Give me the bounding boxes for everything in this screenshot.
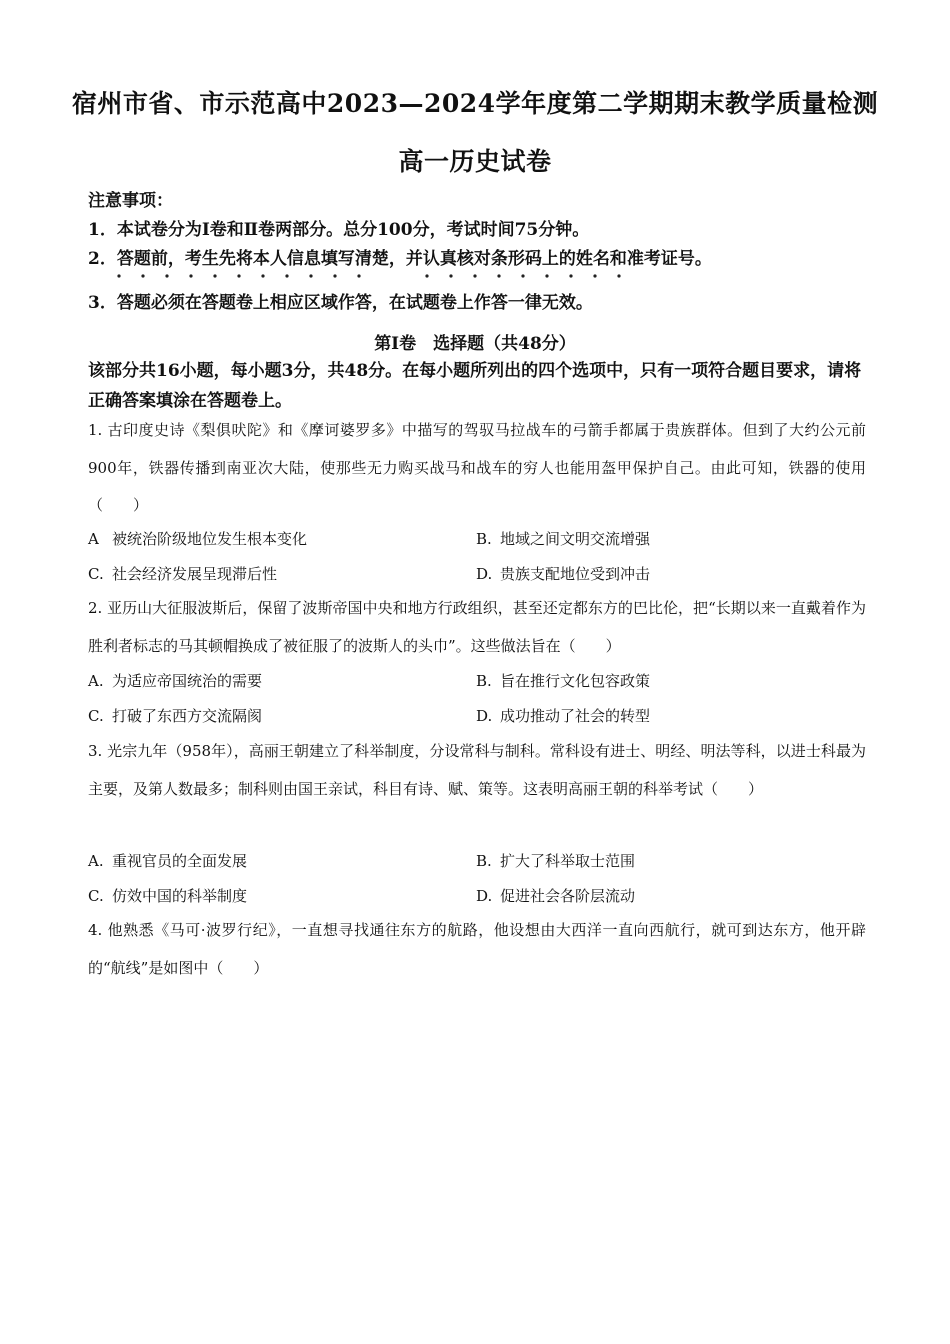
- question-1-option-d: D. 贵族支配地位受到冲击: [476, 565, 651, 583]
- question-2-option-d: D. 成功推动了社会的转型: [476, 707, 651, 725]
- notice-item-2: 2．答题前，考生先将本人信息填写清楚，并认真核对条形码上的姓名和准考证号。: [88, 249, 712, 269]
- section-intro: 该部分共16小题，每小题3分，共48分。在每小题所列出的四个选项中，只有一项符合题目要求，请将正确答案填涂在答题卷上。: [88, 361, 862, 411]
- notice-item-3: 3．答题必须在答题卷上相应区域作答，在试题卷上作答一律无效。: [88, 293, 593, 313]
- question-1-stem: 1. 古印度史诗《梨俱吠陀》和《摩诃婆罗多》中描写的驾驭马拉战车的弓箭手都属于贵族群体。但到了大约公元前900年，铁器传播到南亚次大陆，使那些无力购买战马和战车的穷人也能用盔甲保护自己。由此可知，铁器的使用（ ）: [88, 421, 866, 514]
- question-3-stem: 3. 光宗九年（958年），高丽王朝建立了科举制度，分设常科与制科。常科设有进士、明经、明法等科，以进士科最为主要，及第人数最多；制科则由国王亲试，科目有诗、赋、策等。这表明高丽王朝的科举考试（ ）: [88, 742, 866, 798]
- section-heading: 第Ⅰ卷 选择题（共48分）: [374, 334, 576, 354]
- question-3-option-d: D. 促进社会各阶层流动: [476, 887, 636, 905]
- question-2-option-b: B. 旨在推行文化包容政策: [476, 672, 651, 690]
- exam-subtitle: 高一历史试卷: [398, 147, 552, 176]
- question-4-stem: 4. 他熟悉《马可·波罗行纪》，一直想寻找通往东方的航路，他设想由大西洋一直向西航行，就可到达东方，他开辟的“航线”是如图中（ ）: [88, 921, 866, 977]
- question-1-option-c: C. 社会经济发展呈现滞后性: [88, 565, 278, 583]
- emphasis-dots: [88, 270, 648, 282]
- notice-heading: 注意事项：: [88, 191, 173, 211]
- question-3-option-c: C. 仿效中国的科举制度: [88, 887, 248, 905]
- question-3-option-a: A. 重视官员的全面发展: [88, 852, 248, 870]
- question-1-option-a: A 被统治阶级地位发生根本变化: [88, 530, 308, 548]
- exam-title: 宿州市省、市示范高中2023—2024学年度第二学期期末教学质量检测: [71, 89, 879, 118]
- notice-item-1: 1．本试卷分为Ⅰ卷和Ⅱ卷两部分。总分100分，考试时间75分钟。: [88, 220, 590, 240]
- question-2-option-c: C. 打破了东西方交流隔阂: [88, 707, 263, 725]
- question-1-option-b: B. 地域之间文明交流增强: [476, 530, 651, 548]
- question-2-option-a: A. 为适应帝国统治的需要: [88, 672, 263, 690]
- question-3-option-b: B. 扩大了科举取士范围: [476, 852, 636, 870]
- question-2-stem: 2. 亚历山大征服波斯后，保留了波斯帝国中央和地方行政组织，甚至还定都东方的巴比伦，把“长期以来一直戴着作为胜利者标志的马其顿帽换成了被征服了的波斯人的头巾”。这些做法旨在（ ）: [88, 599, 866, 655]
